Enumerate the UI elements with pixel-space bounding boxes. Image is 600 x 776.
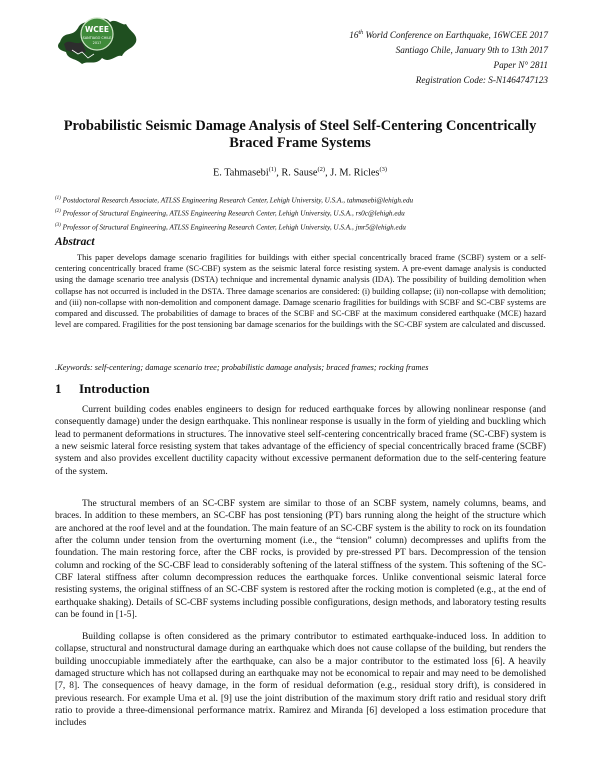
author-2-ref: (2) <box>317 166 326 173</box>
logo-text-year: 2017 <box>92 41 102 45</box>
author-list <box>60 166 540 178</box>
author-3: , J. M. Ricles <box>325 167 380 179</box>
affiliation-1: $^{(1)}$ Postdoctoral Research Associate, ATLSS Engineering Research Center, Lehigh University, U.S.A., tahmasebi@lehigh.edu <box>55 196 414 205</box>
section-heading <box>55 381 150 397</box>
paragraph-2: The structural members of an SC-CBF system are similar to those of an SCBF system, namely columns, beams, and braces. In addition to these members, an SC-CBF has post tensioning (PT) bars running along the height of the structure which are anchored at the roof level and at the foundation. The main feature of an SC-CBF system is the ability to rock on its foundation after the column under tension from the overturning moment (i.e., the “tension” column) decompresses and uplifts from the foundation. The main restoring force, after the CBF rocks, is provided by pre-stressed PT bars. Decompression of the tension column and rocking of the SC-CBF lead to considerably softening of the lateral stiffness of the system. This softening of the SC-CBF lateral stiffness after column decompression reduces the earthquake forces. Unlike conventional seismic lateral force resisting systems, the original stiffness of an SC-CBF system is restored after the rocking motion is completed (e.g., at the end of earthquake shaking). Details of SC-CBF systems including possible configurations, design methods, and laboratory testing results can be found in [1-5]. <box>55 499 546 621</box>
title-line-2: Braced Frame Systems <box>229 135 371 151</box>
affiliation-2: $^{(2)}$ Professor of Structural Engineering, ATLSS Engineering Research Center, Lehigh University, U.S.A., rs0c@lehigh.edu <box>55 209 405 218</box>
title-line-1: Probabilistic Seismic Damage Analysis of Steel Self-Centering Concentrically <box>63 118 537 134</box>
author-1-ref: (1) <box>268 166 277 173</box>
logo-globe <box>81 18 113 50</box>
location-line: Santiago Chile, January 9th to 13th 2017 <box>395 45 548 56</box>
paragraph-3: Building collapse is often considered as the primary contributor to estimated earthquake-induced loss. In addition to collapse, structural and nonstructural damage during an earthquake which does not cause collapse of the building, but renders the building unoccupiable immediately after the earthquake, can also be a major contributor to the estimated loss [6]. A heavily damaged structure which has not collapsed during an earthquake may not be economical to repair and may need to be demolished [7, 8]. The consequences of heavy damage, in the form of residual deformation (e.g., residual story drift), is considered in previous research. For example Uma et al. [9] use the joint distribution of the maximum story drift ratio and residual story drift ratio to provide a three-dimensional performance matrix. Ramirez and Miranda [6] developed a loss estimation procedure that includes <box>55 632 546 729</box>
logo-text-santiago: SANTIAGO CHILE <box>82 36 112 40</box>
wcee-logo <box>52 8 142 70</box>
author-3-ref: (3) <box>379 166 388 173</box>
wcee-logo-graphic <box>52 8 142 70</box>
author-1: E. Tahmasebi <box>212 167 269 179</box>
paper-title <box>60 118 540 152</box>
abstract-heading: Abstract <box>55 236 95 248</box>
logo-text-wcee: WCEE <box>84 25 110 34</box>
paragraph-1: Current building codes enables engineers to design for reduced earthquake forces by allowing nonlinear response (and consequently damage) under the design earthquake. This nonlinear response is usually in the form of yielding and buckling which lead to permanent deformations in structures. The innovative steel self-centering concentrically braced frame (SC-CBF) system is a new seismic lateral force resisting system that takes advantage of the efficiency of special concentrically braced frame (SCBF) system and also provides excellent ductility capacity without excessive permanent deformation due to the self-centering feature of the system. <box>55 405 546 477</box>
registration-code: Registration Code: S-N1464747123 <box>415 75 548 86</box>
author-2: , R. Sause <box>276 167 318 179</box>
conference-line: 16th World Conference on Earthquake, 16WCEE 2017 <box>349 30 548 41</box>
affiliations <box>55 193 413 233</box>
conference-header <box>349 26 548 88</box>
paper-number: Paper N° 2811 <box>493 60 548 71</box>
section-number: 1 <box>55 381 62 396</box>
keywords: .Keywords: self-centering; damage scenario tree; probabilistic damage analysis; braced frames; rocking frames <box>55 363 429 372</box>
abstract-body: This paper develops damage scenario fragilities for buildings with either special concentrically braced frame (SCBF) system or a self-centering concentrically braced frame (SC-CBF) system as the seismic lateral force resisting system. A pre-event damage analysis is conducted using the damage scenario tree analysis (DSTA) technique and incremental dynamic analysis (IDA). The possibility of building demolition when collapse has not occurred is included in the DSTA. Three damage scenarios are considered: (i) building collapse; (ii) non-collapse with demolition; and (iii) non-collapse with non-demolition and component damage. Damage scenario fragilities for buildings with SCBF and SC-CBF systems are compared and discussed. The probabilities of damage to braces of the SCBF and SC-CBF at the maximum considered earthquake (MCE) hazard level are compared. Fragilities for the post tensioning bar damage scenarios for the buildings with the SC-CBF system are calculated and discussed. <box>55 253 546 330</box>
section-title: Introduction <box>79 381 150 396</box>
affiliation-3: $^{(3)}$ Professor of Structural Engineering, ATLSS Engineering Research Center, Lehigh University, U.S.A., jmr5@lehigh.edu <box>55 222 406 232</box>
